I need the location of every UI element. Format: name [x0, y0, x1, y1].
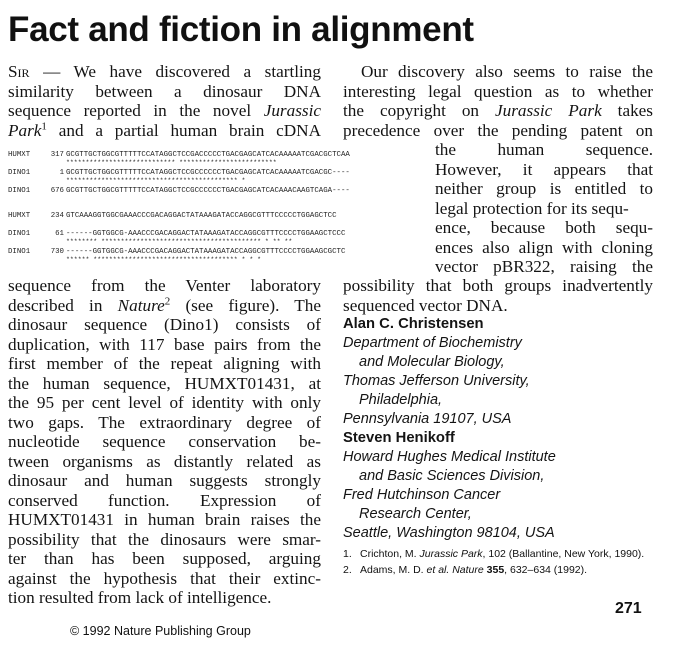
- line-text: However, it appears that: [435, 159, 653, 179]
- text-line: [8, 510, 321, 530]
- line-text: — We have discovered a startling: [29, 62, 321, 81]
- sequence-text: ------GGTGGCG-AAACCCGACAGGACTATAAAGATACCAGGCGTTTCCCCTGGAAGCGCTC: [66, 248, 346, 256]
- text-line: [8, 413, 321, 433]
- sequence-position: 676: [50, 187, 64, 195]
- line-text: first member of the repeat aligning with: [8, 354, 321, 373]
- affiliation-line: Pennsylvania 19107, USA: [343, 411, 512, 427]
- line-text: the copyright on: [343, 101, 496, 120]
- affiliation-line: and Molecular Biology,: [359, 354, 505, 370]
- sequence-position: 730: [50, 248, 64, 256]
- page-number: 271: [615, 600, 642, 617]
- line-text: sequenced vector DNA.: [343, 295, 508, 315]
- text-line: [8, 335, 321, 355]
- reference-text: , 102 (Ballantine, New York, 1990).: [482, 548, 645, 560]
- reference-number: 2.: [343, 563, 352, 576]
- text-line: [343, 276, 653, 296]
- text-line: [8, 296, 321, 316]
- reference-text: Adams, M. D.: [360, 563, 427, 576]
- italic-text: Nature: [117, 295, 165, 315]
- text-line: [343, 101, 653, 121]
- reference-number: 1.: [343, 548, 352, 560]
- reference-text: Crichton, M.: [360, 548, 420, 560]
- text-line: [8, 62, 321, 82]
- line-text: similarity between a dinosaur DNA: [8, 81, 321, 101]
- line-text: tween organisms as distantly related as: [8, 451, 321, 471]
- line-text: against the hypothesis that their extinc-: [8, 568, 321, 588]
- text-line: [8, 549, 321, 569]
- line-text: described in: [8, 295, 118, 315]
- line-text: the human sequence.: [435, 140, 653, 159]
- sequence-position: 234: [50, 212, 64, 220]
- line-text: Our discovery also seems to raise the: [361, 62, 653, 81]
- text-line: [435, 140, 653, 160]
- line-text: and a partial human brain cDNA: [46, 120, 321, 140]
- article-title: Fact and fiction in alignment: [8, 10, 474, 49]
- line-text: dinosaur and human suggests strongly: [8, 471, 321, 490]
- text-line: [8, 121, 321, 141]
- italic-text: Jurassic Park: [495, 101, 602, 120]
- author-name: Steven Henikoff: [343, 430, 455, 446]
- line-text: ter than has been supposed, arguing: [8, 549, 321, 568]
- line-text: nucleotide sequence conservation be-: [8, 432, 321, 451]
- sequence-label: DINO1: [8, 169, 31, 177]
- line-text: ence, because both sequ-: [435, 218, 653, 237]
- sequence-text: ------GGTGGCG-AAACCCGACAGGACTATAAAGATACCAGGCGTTTCCCCTGGAAGCTCCC: [66, 230, 346, 238]
- line-text: duplication, with 117 base pairs from the: [8, 334, 321, 354]
- line-text: interesting legal question as to whether: [343, 81, 653, 101]
- line-text: possibility that both groups inadvertently: [343, 276, 653, 295]
- text-line: [8, 471, 321, 491]
- sequence-text: GCGTTGCTGGCGTTTTTCCATAGGCTCCGACCCCCTGACGAGCATCACAAAAATCGACGCTCAA: [66, 151, 350, 159]
- line-text: vector pBR322, raising the: [435, 257, 653, 276]
- text-line: [8, 374, 321, 394]
- text-line: [343, 296, 653, 316]
- sequence-position: 317: [50, 151, 64, 159]
- text-line: [8, 452, 321, 472]
- text-line: [435, 238, 653, 258]
- identity-stars: ******************************************** *: [66, 177, 246, 184]
- right-column-wrap: [435, 140, 653, 277]
- text-line: [8, 432, 321, 452]
- text-line: [435, 160, 653, 180]
- reference-text: , 632–634 (1992).: [504, 563, 588, 576]
- affiliation-line: Howard Hughes Medical Institute: [343, 449, 556, 465]
- affiliation-line: Thomas Jefferson University,: [343, 373, 530, 389]
- sequence-label: HUMXT: [8, 151, 31, 159]
- text-line: [343, 121, 653, 141]
- text-line: [8, 82, 321, 102]
- text-line: [8, 276, 321, 296]
- left-column-bottom: [8, 276, 321, 608]
- line-text: sequence reported in the novel: [8, 101, 264, 120]
- left-column-top: [8, 62, 321, 140]
- sequence-position: 61: [55, 230, 64, 238]
- affiliation-line: Fred Hutchinson Cancer: [343, 487, 501, 503]
- identity-stars: ******** ***************************************** * ** **: [66, 238, 293, 245]
- text-line: [435, 257, 653, 277]
- line-text: conserved function. Expression of: [8, 490, 321, 510]
- affiliation-line: Philadelphia,: [359, 392, 443, 408]
- sequence-text: GCGTTGCTGGCGTTTTTCCATAGGCTCCGCCCCCCTGACGAGCATCACAAAAATCGACGC----: [66, 169, 350, 177]
- sequence-label: DINO1: [8, 230, 31, 238]
- text-line: [8, 393, 321, 413]
- reference-italic: et al. Nature: [426, 563, 484, 576]
- text-line: [8, 569, 321, 589]
- text-line: [8, 315, 321, 335]
- line-text: neither group is entitled to: [435, 179, 653, 198]
- text-line: [435, 199, 653, 219]
- line-text: HUMXT01431 in human brain raises the: [8, 510, 321, 529]
- affiliation-line: Research Center,: [359, 506, 472, 522]
- sequence-label: DINO1: [8, 248, 31, 256]
- text-line: [343, 82, 653, 102]
- line-text: ences also align with cloning: [435, 237, 653, 257]
- identity-stars: **************************** *************************: [66, 159, 277, 166]
- text-line: [8, 530, 321, 550]
- reference-item: [343, 548, 653, 561]
- reference-volume: 355: [483, 563, 505, 576]
- identity-stars: ****** ************************************* * * *: [66, 256, 262, 263]
- text-line: [435, 218, 653, 238]
- right-column-top: [343, 62, 653, 140]
- text-line: [435, 179, 653, 199]
- text-line: [343, 62, 653, 82]
- sequence-position: 1: [59, 169, 64, 177]
- text-line: [8, 354, 321, 374]
- right-column-bottom: [343, 276, 653, 543]
- line-text: precedence over the pending patent on: [343, 120, 653, 140]
- line-text: two gaps. The extraordinary degree of: [8, 412, 321, 432]
- line-text: sequence from the Venter laboratory: [8, 276, 321, 295]
- italic-text: Jurassic: [263, 101, 321, 120]
- sequence-label: DINO1: [8, 187, 31, 195]
- reference-italic: Jurassic Park: [419, 548, 483, 560]
- text-line: [8, 101, 321, 121]
- line-text: takes: [601, 101, 653, 120]
- references: [343, 548, 653, 579]
- sequence-text: GCGTTGCTGGCGTTTTTCCATAGGCTCCGCCCCCCTGACGAGCATCACAAACAAGTCAGA----: [66, 187, 350, 195]
- affiliation-line: Department of Biochemistry: [343, 335, 522, 351]
- line-text: possibility that the dinosaurs were smar-: [8, 529, 321, 549]
- author-name: Alan C. Christensen: [343, 316, 484, 332]
- copyright: © 1992 Nature Publishing Group: [70, 624, 251, 638]
- affiliation-line: Seattle, Washington 98104, USA: [343, 525, 555, 541]
- line-text: the human sequence, HUMXT01431, at: [8, 373, 321, 393]
- sequence-text: GTCAAAGGTGGCGAAACCCGACAGGACTATAAAGATACCAGGCGTTTCCCCCTGGAGCTCC: [66, 212, 337, 220]
- text-line: [8, 588, 321, 608]
- line-text: legal protection for its sequ-: [435, 198, 629, 218]
- affiliation-line: and Basic Sciences Division,: [359, 468, 545, 484]
- reference-item: [343, 564, 653, 577]
- line-text: tion resulted from lack of intelligence.: [8, 588, 272, 607]
- citation-superscript: 2: [164, 294, 171, 307]
- salutation: Sir: [8, 62, 30, 81]
- text-line: [8, 491, 321, 511]
- sequence-label: HUMXT: [8, 212, 31, 220]
- line-text: (see figure). The: [170, 295, 321, 315]
- line-text: the 95 per cent level of identity with only: [8, 393, 321, 412]
- italic-text: Park: [8, 120, 42, 140]
- signatures: [343, 315, 653, 543]
- line-text: dinosaur sequence (Dino1) consists of: [8, 315, 321, 334]
- citation-superscript: 1: [41, 119, 47, 132]
